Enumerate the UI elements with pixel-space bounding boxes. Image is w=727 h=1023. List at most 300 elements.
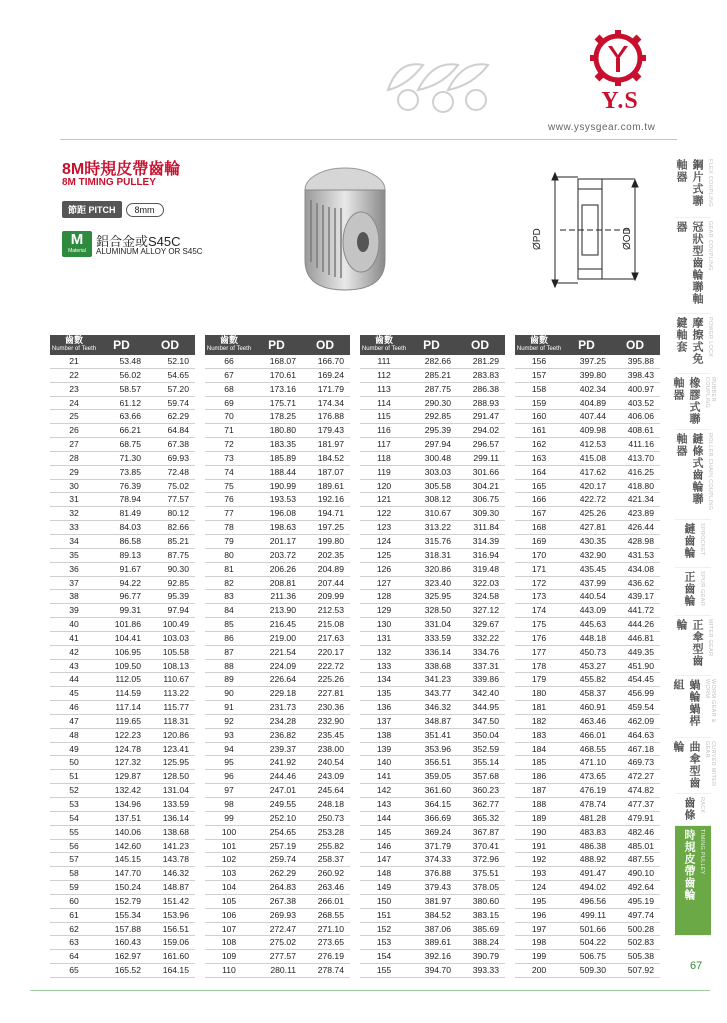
teeth-cell: 129 <box>360 604 408 618</box>
od-cell: 398.43 <box>610 368 660 382</box>
table-row <box>50 424 195 438</box>
od-cell: 332.22 <box>455 631 505 645</box>
od-cell: 439.17 <box>610 590 660 604</box>
teeth-header-en: Number of Teeth <box>206 346 252 352</box>
od-cell: 92.85 <box>145 576 195 590</box>
od-cell: 64.84 <box>145 424 195 438</box>
table-row <box>50 839 195 853</box>
od-cell: 120.86 <box>145 728 195 742</box>
teeth-cell: 31 <box>50 493 98 507</box>
teeth-cell: 195 <box>515 894 563 908</box>
table-row <box>360 479 505 493</box>
teeth-cell: 155 <box>360 964 408 978</box>
pd-cell: 122.23 <box>98 728 145 742</box>
pd-cell: 460.91 <box>563 701 610 715</box>
od-cell: 189.61 <box>300 479 350 493</box>
table-row <box>515 770 660 784</box>
table-row <box>360 798 505 812</box>
teeth-cell: 83 <box>205 590 253 604</box>
table-row <box>360 922 505 936</box>
teeth-cell: 79 <box>205 534 253 548</box>
column-header-teeth <box>515 335 563 355</box>
side-nav-item[interactable] <box>675 616 711 676</box>
teeth-cell: 104 <box>205 881 253 895</box>
table-row <box>515 673 660 687</box>
table-row <box>515 424 660 438</box>
od-cell: 370.41 <box>455 839 505 853</box>
column-header-pd: PD <box>408 335 455 355</box>
side-nav-label-en: TIMING PULLEY <box>699 829 705 875</box>
od-cell: 271.10 <box>300 922 350 936</box>
teeth-cell: 112 <box>360 368 408 382</box>
pd-cell: 61.12 <box>98 396 145 410</box>
table-row <box>515 714 660 728</box>
teeth-cell: 113 <box>360 382 408 396</box>
od-cell: 194.71 <box>300 507 350 521</box>
teeth-cell: 39 <box>50 604 98 618</box>
side-nav-item[interactable] <box>672 374 716 430</box>
teeth-cell: 133 <box>360 659 408 673</box>
teeth-cell: 96 <box>205 770 253 784</box>
pd-dimension-label: ØPD <box>532 228 543 250</box>
od-cell: 176.88 <box>300 410 350 424</box>
table-header-row <box>515 335 660 355</box>
pd-cell: 280.11 <box>253 964 300 978</box>
website-url[interactable]: www.ysysgear.com.tw <box>548 122 656 133</box>
teeth-cell: 35 <box>50 548 98 562</box>
pd-cell: 140.06 <box>98 825 145 839</box>
table-row <box>50 922 195 936</box>
table-row <box>205 839 350 853</box>
od-cell: 141.23 <box>145 839 195 853</box>
side-nav-item[interactable] <box>675 218 711 314</box>
side-nav-label-en: GEAR COUPLING <box>707 221 713 271</box>
od-cell: 113.22 <box>145 687 195 701</box>
pd-cell: 142.60 <box>98 839 145 853</box>
teeth-cell: 153 <box>360 936 408 950</box>
teeth-cell: 166 <box>515 493 563 507</box>
pd-cell: 364.15 <box>408 798 455 812</box>
table-row <box>515 562 660 576</box>
gear-outline-decoration-icon <box>378 30 498 120</box>
teeth-cell: 152 <box>360 922 408 936</box>
od-cell: 133.59 <box>145 798 195 812</box>
od-cell: 490.10 <box>610 867 660 881</box>
table-row <box>50 881 195 895</box>
table-row <box>205 853 350 867</box>
od-cell: 159.06 <box>145 936 195 950</box>
table-row <box>360 964 505 978</box>
table-row <box>205 908 350 922</box>
table-row <box>515 355 660 368</box>
pd-cell: 198.63 <box>253 521 300 535</box>
table-row <box>50 382 195 396</box>
table-row <box>515 548 660 562</box>
teeth-cell: 77 <box>205 507 253 521</box>
table-row <box>205 534 350 548</box>
pd-cell: 483.83 <box>563 825 610 839</box>
od-cell: 375.51 <box>455 867 505 881</box>
side-nav-label-en: WORM GEAR & WORM <box>704 679 716 723</box>
od-cell: 306.75 <box>455 493 505 507</box>
teeth-cell: 198 <box>515 936 563 950</box>
od-cell: 327.12 <box>455 604 505 618</box>
table-row <box>360 562 505 576</box>
pd-cell: 338.68 <box>408 659 455 673</box>
pd-cell: 106.95 <box>98 645 145 659</box>
teeth-cell: 57 <box>50 853 98 867</box>
table-row <box>205 770 350 784</box>
teeth-cell: 190 <box>515 825 563 839</box>
teeth-cell: 56 <box>50 839 98 853</box>
side-nav-item[interactable] <box>675 430 711 520</box>
pd-cell: 425.26 <box>563 507 610 521</box>
table-row <box>205 645 350 659</box>
od-cell: 311.84 <box>455 521 505 535</box>
od-cell: 258.37 <box>300 853 350 867</box>
od-cell: 54.65 <box>145 368 195 382</box>
teeth-cell: 161 <box>515 424 563 438</box>
pd-cell: 285.21 <box>408 368 455 382</box>
table-row <box>205 479 350 493</box>
pd-cell: 241.92 <box>253 756 300 770</box>
od-cell: 286.38 <box>455 382 505 396</box>
pitch-label: 節距 PITCH <box>62 201 122 218</box>
od-cell: 413.70 <box>610 451 660 465</box>
table-row <box>50 396 195 410</box>
table-row <box>360 936 505 950</box>
table-row <box>50 438 195 452</box>
pd-cell: 399.80 <box>563 368 610 382</box>
teeth-cell: 62 <box>50 922 98 936</box>
side-nav-item[interactable] <box>675 826 711 936</box>
side-nav-label-zh: 正齒輪 <box>683 571 695 607</box>
od-cell: 169.24 <box>300 368 350 382</box>
table-row <box>515 742 660 756</box>
teeth-cell: 84 <box>205 604 253 618</box>
od-cell: 301.66 <box>455 465 505 479</box>
table-row <box>515 839 660 853</box>
od-cell: 380.60 <box>455 894 505 908</box>
teeth-cell: 28 <box>50 451 98 465</box>
teeth-cell: 179 <box>515 673 563 687</box>
teeth-cell: 127 <box>360 576 408 590</box>
table-row <box>515 867 660 881</box>
pd-cell: 168.07 <box>253 355 300 368</box>
pd-cell: 254.65 <box>253 825 300 839</box>
table-row <box>515 396 660 410</box>
table-row <box>360 368 505 382</box>
teeth-cell: 43 <box>50 659 98 673</box>
od-cell: 291.47 <box>455 410 505 424</box>
teeth-cell: 105 <box>205 894 253 908</box>
teeth-cell: 63 <box>50 936 98 950</box>
teeth-cell: 189 <box>515 811 563 825</box>
table-row <box>360 548 505 562</box>
table-row <box>205 950 350 964</box>
teeth-cell: 175 <box>515 618 563 632</box>
od-cell: 69.93 <box>145 451 195 465</box>
table-row <box>515 507 660 521</box>
table-row <box>515 631 660 645</box>
pd-cell: 292.85 <box>408 410 455 424</box>
teeth-cell: 92 <box>205 714 253 728</box>
pd-cell: 501.66 <box>563 922 610 936</box>
table-row <box>50 479 195 493</box>
spec-table-3 <box>360 335 505 978</box>
pd-cell: 134.96 <box>98 798 145 812</box>
od-cell: 352.59 <box>455 742 505 756</box>
pd-cell: 361.60 <box>408 784 455 798</box>
table-row <box>515 493 660 507</box>
table-row <box>515 881 660 895</box>
teeth-cell: 164 <box>515 465 563 479</box>
teeth-cell: 87 <box>205 645 253 659</box>
table-row <box>360 728 505 742</box>
od-cell: 444.26 <box>610 618 660 632</box>
pd-cell: 101.86 <box>98 618 145 632</box>
od-cell: 505.38 <box>610 950 660 964</box>
table-row <box>50 742 195 756</box>
teeth-cell: 52 <box>50 784 98 798</box>
od-cell: 62.29 <box>145 410 195 424</box>
side-nav-item[interactable] <box>672 676 716 738</box>
pd-cell: 203.72 <box>253 548 300 562</box>
teeth-header-en: Number of Teeth <box>361 346 407 352</box>
pd-cell: 381.97 <box>408 894 455 908</box>
pd-cell: 397.25 <box>563 355 610 368</box>
teeth-header-zh: 齒數 <box>219 335 238 345</box>
teeth-cell: 151 <box>360 908 408 922</box>
teeth-cell: 183 <box>515 728 563 742</box>
teeth-cell: 72 <box>205 438 253 452</box>
teeth-cell: 41 <box>50 631 98 645</box>
od-cell: 146.32 <box>145 867 195 881</box>
od-cell: 357.68 <box>455 770 505 784</box>
pd-cell: 356.51 <box>408 756 455 770</box>
od-cell: 222.72 <box>300 659 350 673</box>
table-row <box>515 618 660 632</box>
od-cell: 227.81 <box>300 687 350 701</box>
od-cell: 314.39 <box>455 534 505 548</box>
table-row <box>515 853 660 867</box>
teeth-cell: 188 <box>515 798 563 812</box>
teeth-cell: 38 <box>50 590 98 604</box>
side-nav-label-en: RACK <box>699 797 705 814</box>
od-cell: 243.09 <box>300 770 350 784</box>
teeth-cell: 58 <box>50 867 98 881</box>
teeth-header-zh: 齒數 <box>64 335 83 345</box>
teeth-cell: 158 <box>515 382 563 396</box>
teeth-cell: 61 <box>50 908 98 922</box>
teeth-cell: 78 <box>205 521 253 535</box>
teeth-cell: 111 <box>360 355 408 368</box>
pd-cell: 147.70 <box>98 867 145 881</box>
od-cell: 495.19 <box>610 894 660 908</box>
teeth-cell: 33 <box>50 521 98 535</box>
table-row <box>515 950 660 964</box>
od-cell: 123.41 <box>145 742 195 756</box>
od-cell: 118.31 <box>145 714 195 728</box>
pd-cell: 157.88 <box>98 922 145 936</box>
od-cell: 268.55 <box>300 908 350 922</box>
teeth-cell: 126 <box>360 562 408 576</box>
table-row <box>205 714 350 728</box>
teeth-cell: 88 <box>205 659 253 673</box>
side-nav-item[interactable] <box>675 520 711 568</box>
table-row <box>360 631 505 645</box>
table-row <box>50 673 195 687</box>
od-cell: 148.87 <box>145 881 195 895</box>
table-row <box>360 521 505 535</box>
table-row <box>205 576 350 590</box>
od-cell: 400.97 <box>610 382 660 396</box>
teeth-cell: 125 <box>360 548 408 562</box>
od-cell: 77.57 <box>145 493 195 507</box>
side-nav-item[interactable] <box>675 568 711 616</box>
pd-cell: 165.52 <box>98 964 145 978</box>
side-nav-item[interactable] <box>675 314 711 374</box>
teeth-cell: 94 <box>205 742 253 756</box>
teeth-cell: 148 <box>360 867 408 881</box>
od-cell: 385.69 <box>455 922 505 936</box>
teeth-cell: 98 <box>205 798 253 812</box>
pd-cell: 323.40 <box>408 576 455 590</box>
table-row <box>205 355 350 368</box>
od-cell: 215.08 <box>300 618 350 632</box>
od-cell: 80.12 <box>145 507 195 521</box>
od-cell: 179.43 <box>300 424 350 438</box>
table-row <box>205 922 350 936</box>
pd-cell: 129.87 <box>98 770 145 784</box>
od-cell: 319.48 <box>455 562 505 576</box>
pd-cell: 155.34 <box>98 908 145 922</box>
table-row <box>50 451 195 465</box>
table-row <box>205 825 350 839</box>
teeth-cell: 160 <box>515 410 563 424</box>
pd-cell: 73.85 <box>98 465 145 479</box>
teeth-cell: 178 <box>515 659 563 673</box>
od-cell: 212.53 <box>300 604 350 618</box>
od-cell: 482.46 <box>610 825 660 839</box>
od-cell: 418.80 <box>610 479 660 493</box>
pd-cell: 392.16 <box>408 950 455 964</box>
teeth-cell: 180 <box>515 687 563 701</box>
od-cell: 283.83 <box>455 368 505 382</box>
table-row <box>360 839 505 853</box>
pd-cell: 448.18 <box>563 631 610 645</box>
teeth-cell: 145 <box>360 825 408 839</box>
od-cell: 128.50 <box>145 770 195 784</box>
teeth-cell: 167 <box>515 507 563 521</box>
table-row <box>360 534 505 548</box>
teeth-cell: 70 <box>205 410 253 424</box>
side-nav-label-zh: 正傘型齒輪 <box>675 619 703 667</box>
teeth-cell: 173 <box>515 590 563 604</box>
teeth-header-zh: 齒數 <box>529 335 548 345</box>
od-cell: 474.82 <box>610 784 660 798</box>
od-cell: 472.27 <box>610 770 660 784</box>
teeth-cell: 122 <box>360 507 408 521</box>
od-cell: 82.66 <box>145 521 195 535</box>
table-row <box>515 728 660 742</box>
brand-name: Y.S <box>601 88 639 114</box>
pd-cell: 219.00 <box>253 631 300 645</box>
teeth-cell: 138 <box>360 728 408 742</box>
pd-cell: 247.01 <box>253 784 300 798</box>
table-row <box>50 618 195 632</box>
pd-cell: 325.95 <box>408 590 455 604</box>
pd-cell: 89.13 <box>98 548 145 562</box>
pd-cell: 117.14 <box>98 701 145 715</box>
table-row <box>360 825 505 839</box>
od-cell: 372.96 <box>455 853 505 867</box>
od-cell: 184.52 <box>300 451 350 465</box>
table-row <box>360 493 505 507</box>
teeth-cell: 132 <box>360 645 408 659</box>
od-cell: 464.63 <box>610 728 660 742</box>
teeth-cell: 74 <box>205 465 253 479</box>
material-en: ALUMINUM ALLOY OR S45C <box>96 247 203 256</box>
od-cell: 100.49 <box>145 618 195 632</box>
side-nav-item[interactable] <box>672 738 716 794</box>
pd-cell: 404.89 <box>563 396 610 410</box>
teeth-cell: 157 <box>515 368 563 382</box>
od-cell: 164.15 <box>145 964 195 978</box>
table-row <box>50 798 195 812</box>
od-cell: 434.08 <box>610 562 660 576</box>
table-row <box>205 798 350 812</box>
teeth-header-en: Number of Teeth <box>516 346 562 352</box>
od-dimension-label: ØOD <box>622 227 633 250</box>
pd-cell: 504.22 <box>563 936 610 950</box>
pd-cell: 86.58 <box>98 534 145 548</box>
pd-cell: 58.57 <box>98 382 145 396</box>
od-cell: 202.35 <box>300 548 350 562</box>
od-cell: 507.92 <box>610 964 660 978</box>
teeth-cell: 159 <box>515 396 563 410</box>
pd-cell: 471.10 <box>563 756 610 770</box>
pd-cell: 264.83 <box>253 881 300 895</box>
table-row <box>360 742 505 756</box>
side-nav-item[interactable] <box>675 794 711 826</box>
column-header-od: OD <box>610 335 660 355</box>
pd-cell: 231.73 <box>253 701 300 715</box>
od-cell: 403.52 <box>610 396 660 410</box>
teeth-cell: 115 <box>360 410 408 424</box>
od-cell: 421.34 <box>610 493 660 507</box>
table-row <box>205 687 350 701</box>
od-cell: 209.99 <box>300 590 350 604</box>
table-row <box>50 590 195 604</box>
pd-cell: 387.06 <box>408 922 455 936</box>
od-cell: 85.21 <box>145 534 195 548</box>
table-row <box>360 618 505 632</box>
pd-cell: 239.37 <box>253 742 300 756</box>
table-row <box>515 936 660 950</box>
teeth-cell: 116 <box>360 424 408 438</box>
pd-cell: 180.80 <box>253 424 300 438</box>
od-cell: 360.23 <box>455 784 505 798</box>
pd-cell: 287.75 <box>408 382 455 396</box>
pd-cell: 336.14 <box>408 645 455 659</box>
teeth-cell: 102 <box>205 853 253 867</box>
side-nav-item[interactable] <box>675 156 711 218</box>
pd-cell: 78.94 <box>98 493 145 507</box>
table-row <box>50 811 195 825</box>
od-cell: 365.32 <box>455 811 505 825</box>
table-row <box>515 811 660 825</box>
